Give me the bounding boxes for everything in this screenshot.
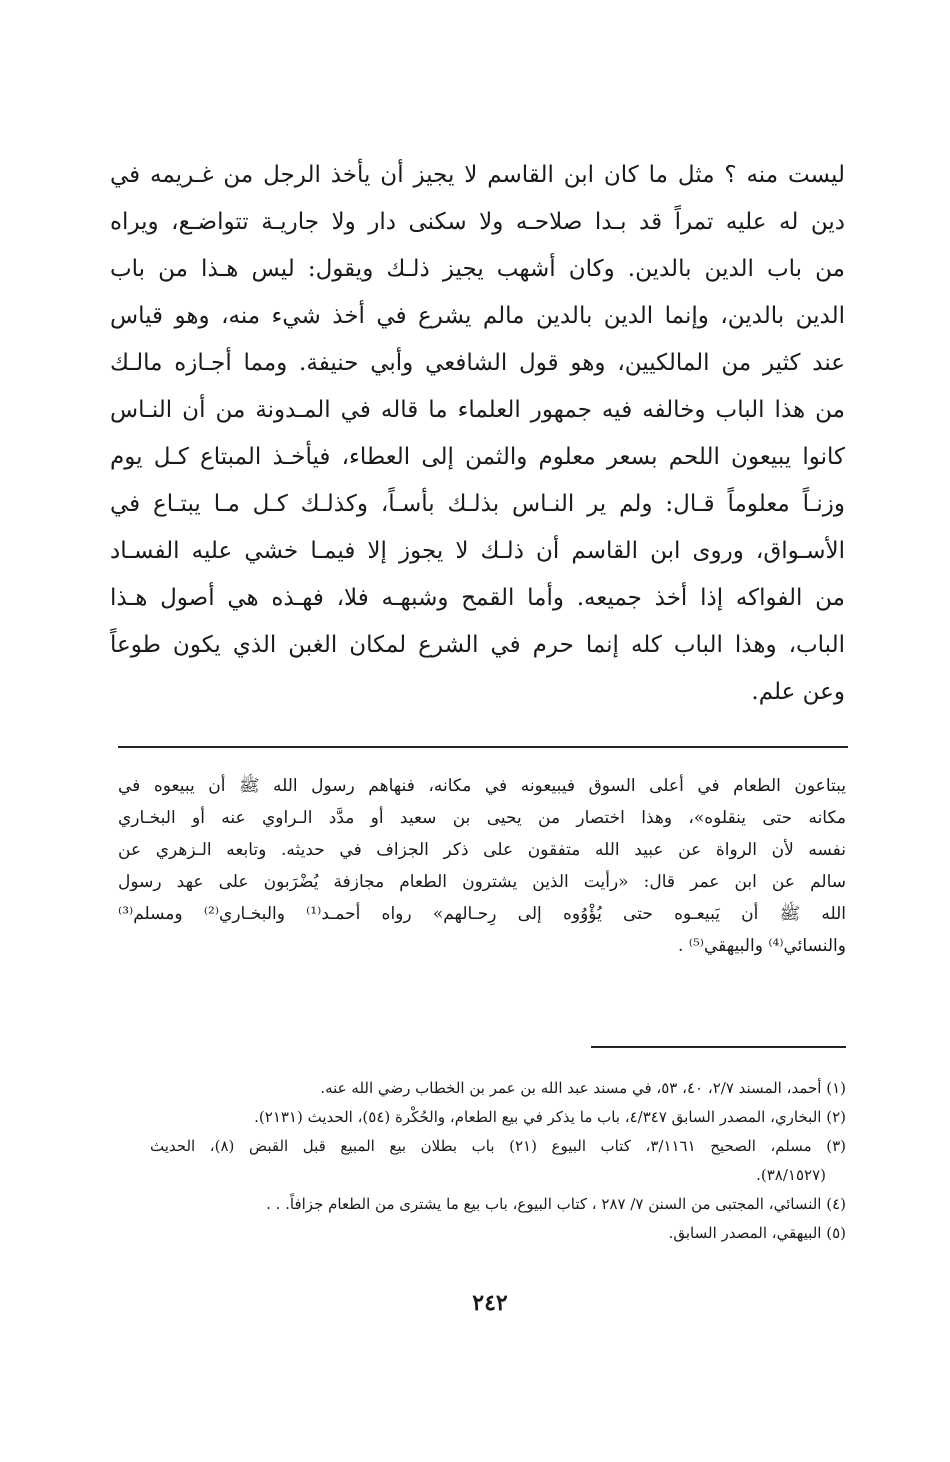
footnote-1: (١) أحمد، المسند ٢/٧، ٤٠، ٥٣، في مسند عبد الله بن عمر بن الخطاب رضي الله عنه. [320, 1079, 846, 1097]
note-text-line: سالم عن ابن عمر قال: «رأيت الذين يشترون الطعام مجازفة يُضْرَبون على عهد رسول [118, 872, 846, 892]
note-text-line: الله ﷺ أن يَبيعـوه حتى يُؤْوُوه إلى رِحـالهم» رواه أحمـد⁽¹⁾ والبخـاري⁽²⁾ ومسلم⁽³⁾ [118, 904, 847, 924]
footnote-3-continuation: (٣٨/١٥٢٧). [756, 1166, 826, 1184]
main-text-line: الباب، وهذا الباب كله إنما حرم في الشرع لمكان الغبن الذي يكون طوعاً [110, 632, 845, 658]
note-text-line: مكانه حتى ينقلوه»، وهذا اختصار من يحيى بن سعيد أو مدَّد الـراوي عنه أو البخـاري [118, 808, 846, 828]
main-text-line: دين له عليه تمراً قد بـدا صلاحـه ولا سكنى دار ولا جاريـة تتواضـع، ويراه [110, 209, 845, 235]
note-text-line: والنسائي⁽⁴⁾ والبيهقي⁽⁵⁾ . [677, 936, 846, 956]
footnote-3: (٣) مسلم، الصحيح ٣/١١٦١، كتاب البيوع (٢١) باب بطلان بيع المبيع قبل القبض (٨)، الحديث [150, 1137, 846, 1155]
main-text-line: وزنـاً معلوماً قـال: ولم ير النـاس بذلـك بأسـاً، وكذلـك كـل مـا يبتـاع في [110, 491, 845, 517]
main-text-line: الدين بالدين، وإنما الدين بالدين مالم يشرع في أخذ شيء منه، وهو قياس [110, 303, 845, 329]
main-text-line: ليست منه ؟ مثل ما كان ابن القاسم لا يجيز أن يأخذ الرجل من غـريمه في [110, 162, 845, 188]
main-body-text [110, 152, 845, 716]
note-text-line: نفسه لأن الرواة عن عبيد الله متفقون على ذكر الجزاف في حديثه. وتابعه الـزهري عن [118, 840, 846, 860]
main-text-line: كانوا يبيعون اللحم بسعر معلوم والثمن إلى العطاء، فيأخـذ المبتاع كـل يوم [110, 444, 845, 470]
main-divider-rule [118, 746, 848, 748]
note-text-line: يبتاعون الطعام في أعلى السوق فيبيعونه في مكانه، فنهاهم رسول الله ﷺ أن يبيعوه في [118, 776, 846, 796]
footnote-divider-rule [591, 1046, 846, 1048]
main-text-line: من باب الدين بالدين. وكان أشهب يجيز ذلـك ويقول: ليس هـذا من باب [110, 256, 845, 282]
page-number: ٢٤٢ [472, 1290, 508, 1316]
footnote-4: (٤) النسائي، المجتبى من السنن ٧/ ٢٨٧ ، كتاب البيوع، باب بيع ما يشترى من الطعام جزافاً. . . [266, 1195, 846, 1213]
main-text-line: من الفواكه إذا أخذ جميعه. وأما القمح وشبهـه فلا، فهـذه هي أصول هـذا [110, 585, 845, 611]
footnote-2: (٢) البخاري، المصدر السابق ٤/٣٤٧، باب ما يذكر في بيع الطعام، والحُكْرة (٥٤)، الحديث (٢١٣١). [254, 1108, 846, 1126]
footnote-5: (٥) البيهقي، المصدر السابق. [668, 1224, 846, 1242]
footnotes-list [150, 1074, 846, 1248]
main-text-line: عند كثير من المالكيين، وهو قول الشافعي وأبي حنيفة. ومما أجـازه مالـك [110, 350, 845, 376]
main-text-line: وعن علم. [751, 679, 845, 705]
main-text-line: الأسـواق، وروى ابن القاسم أن ذلـك لا يجوز إلا فيمـا خشي عليه الفسـاد [110, 538, 845, 564]
continued-note-text [118, 770, 846, 962]
main-text-line: من هذا الباب وخالفه فيه جمهور العلماء ما قاله في المـدونة من أن النـاس [110, 397, 845, 423]
